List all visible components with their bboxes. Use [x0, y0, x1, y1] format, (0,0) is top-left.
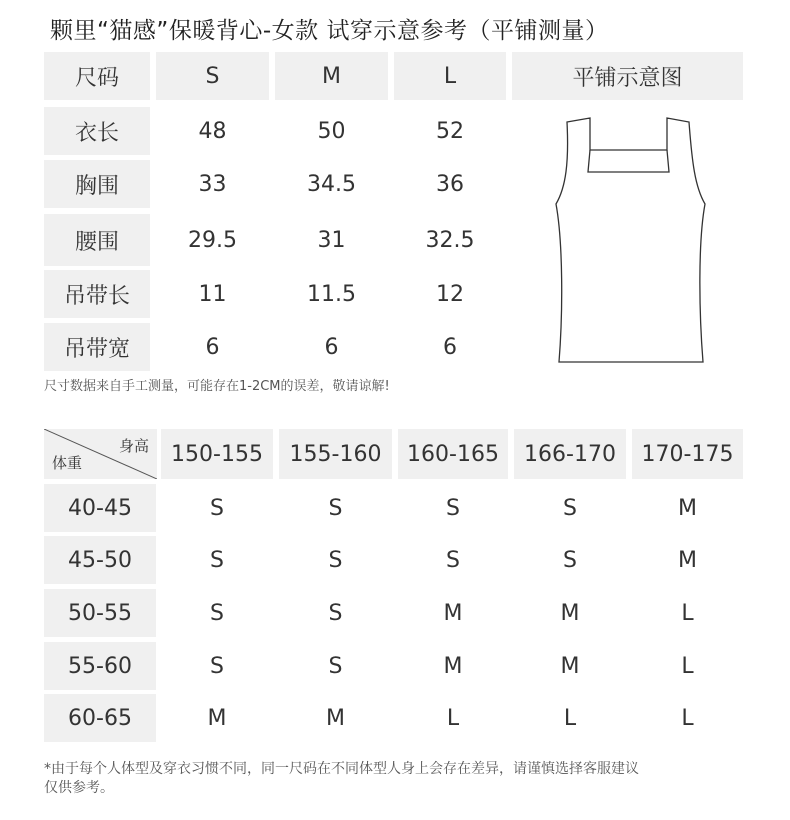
- fit-cell: L: [446, 705, 460, 731]
- table-cell: 52: [436, 118, 464, 144]
- tank-top-diagram: [545, 112, 715, 370]
- fit-footnote-line2: 仅供参考。: [44, 780, 114, 796]
- table-cell: 29.5: [188, 227, 237, 253]
- fit-cell: S: [563, 495, 577, 521]
- fit-cell: L: [563, 705, 577, 731]
- corner-height-label: 身高: [118, 437, 149, 455]
- fit-cell: S: [446, 547, 460, 573]
- measurement-note: 尺寸数据来自手工测量，可能存在1-2CM的误差，敬请谅解!: [44, 379, 390, 394]
- weight-label: 40-45: [44, 484, 156, 532]
- fit-cell: S: [328, 653, 343, 679]
- fit-cell: S: [328, 547, 343, 573]
- fit-cell: M: [207, 705, 227, 731]
- fit-cell: S: [210, 600, 224, 626]
- table-cell: 12: [436, 281, 464, 307]
- height-header: 150-155: [161, 429, 273, 479]
- page-title: 颗里“猫感”保暖背心-女款 试穿示意参考（平铺测量）: [50, 18, 609, 44]
- row-label-strap-width: 吊带宽: [44, 323, 150, 371]
- height-header: 155-160: [279, 429, 392, 479]
- table-cell: 6: [324, 334, 339, 360]
- fit-cell: L: [681, 653, 694, 679]
- weight-label: 45-50: [44, 536, 156, 584]
- fit-cell: S: [328, 600, 343, 626]
- fit-cell: M: [560, 600, 580, 626]
- size-header-label: 尺码: [44, 52, 150, 100]
- fit-cell: S: [210, 653, 224, 679]
- table-cell: 11.5: [307, 281, 356, 307]
- fit-footnote-line1: *由于每个人体型及穿衣习惯不同，同一尺码在不同体型人身上会存在差异，请谨慎选择客服建议: [44, 761, 639, 777]
- corner-weight-label: 体重: [52, 454, 83, 472]
- diagram-header: 平铺示意图: [512, 52, 743, 100]
- table-cell: 36: [436, 171, 464, 197]
- table-cell: 50: [317, 118, 346, 144]
- height-header: 170-175: [632, 429, 743, 479]
- height-header: 166-170: [514, 429, 626, 479]
- fit-cell: M: [560, 653, 580, 679]
- row-label-length: 衣长: [44, 107, 150, 155]
- fit-cell: S: [563, 547, 577, 573]
- row-label-chest: 胸围: [44, 160, 150, 208]
- table-cell: 6: [205, 334, 220, 360]
- fit-cell: M: [326, 705, 345, 731]
- size-header-s: S: [156, 52, 269, 100]
- table-cell: 11: [198, 281, 227, 307]
- size-header-l: L: [394, 52, 506, 100]
- table-cell: 48: [198, 118, 227, 144]
- height-header: 160-165: [398, 429, 508, 479]
- table-cell: 33: [198, 171, 227, 197]
- table-cell: 6: [443, 334, 457, 360]
- table-cell: 34.5: [307, 171, 356, 197]
- fit-cell: M: [443, 653, 463, 679]
- fit-cell: L: [681, 705, 694, 731]
- row-label-strap-length: 吊带长: [44, 270, 150, 318]
- fit-cell: M: [678, 547, 697, 573]
- fit-cell: S: [210, 547, 224, 573]
- fit-cell: S: [210, 495, 224, 521]
- table-cell: 32.5: [425, 227, 475, 253]
- size-header-m: M: [275, 52, 388, 100]
- table-cell: 31: [317, 227, 346, 253]
- weight-label: 55-60: [44, 642, 156, 690]
- row-label-waist: 腰围: [44, 214, 150, 266]
- fit-cell: S: [328, 495, 343, 521]
- corner-cell: [44, 429, 157, 479]
- fit-cell: S: [446, 495, 460, 521]
- weight-label: 60-65: [44, 694, 156, 742]
- fit-cell: M: [443, 600, 463, 626]
- fit-cell: M: [678, 495, 697, 521]
- fit-cell: L: [681, 600, 694, 626]
- weight-label: 50-55: [44, 589, 156, 637]
